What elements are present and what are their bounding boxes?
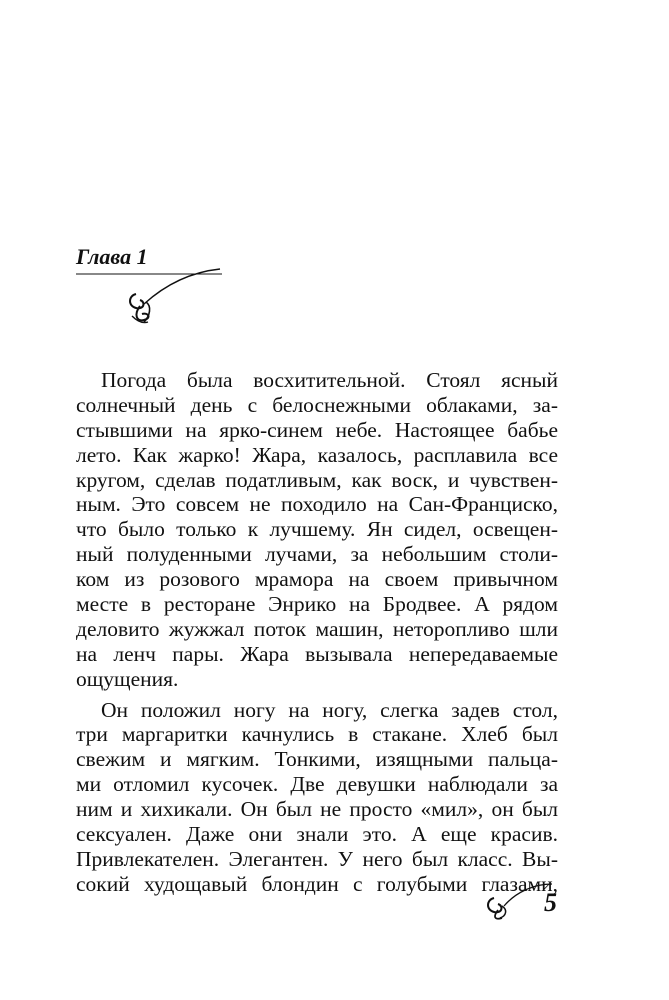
text-line: ним и хихикали. Он был не просто «мил», он был: [76, 797, 558, 822]
page-number: 5: [544, 888, 557, 917]
text-line: на ленч пары. Жара вызывала непередаваемые: [76, 641, 558, 666]
text-line: солнечный день с белоснежными облаками, за-: [76, 392, 558, 417]
footer-fleuron-icon: [480, 880, 554, 920]
text-line: ми отломил кусочек. Две девушки наблюдали за: [76, 772, 558, 797]
text-line: деловито жужжал поток машин, неторопливо шли: [76, 616, 558, 641]
text-line: ощущения.: [76, 666, 179, 691]
fleuron-ornament-icon: [74, 266, 224, 330]
text-line: Погода была восхитительной. Стоял ясный: [101, 368, 558, 392]
text-line: что было только к лучшему. Ян сидел, освещен-: [76, 517, 558, 542]
text-line: три маргаритки качнулись в стакане. Хлеб был: [76, 722, 558, 747]
text-line: Привлекателен. Элегантен. У него был класс. Вы-: [76, 846, 558, 871]
text-line: сокий худощавый блондин с голубыми глазами,: [76, 871, 558, 896]
text-line: сексуален. Даже они знали это. А еще красив.: [76, 822, 558, 847]
text-line: свежим и мягким. Тонкими, изящными пальца-: [76, 747, 558, 772]
text-line: лето. Как жарко! Жара, казалось, расплавила все: [76, 442, 558, 467]
text-line: месте в ресторане Энрико на Бродвее. А рядом: [76, 592, 558, 617]
paragraph-1: [76, 368, 558, 692]
text-line: ком из розового мрамора на своем привычном: [76, 567, 558, 592]
chapter-heading: Глава 1: [76, 244, 148, 269]
text-line: кругом, сделав податливым, как воск, и чувствен-: [76, 467, 558, 492]
text-line: стывшими на ярко-синем небе. Настоящее бабье: [76, 417, 558, 442]
body-text: [76, 368, 558, 897]
paragraph-2: [76, 698, 558, 897]
text-line: ным. Это совсем не походило на Сан-Франциско,: [76, 492, 558, 517]
text-line: ный полуденными лучами, за небольшим столи-: [76, 542, 558, 567]
text-line: Он положил ногу на ногу, слегка задев стол,: [101, 697, 558, 722]
